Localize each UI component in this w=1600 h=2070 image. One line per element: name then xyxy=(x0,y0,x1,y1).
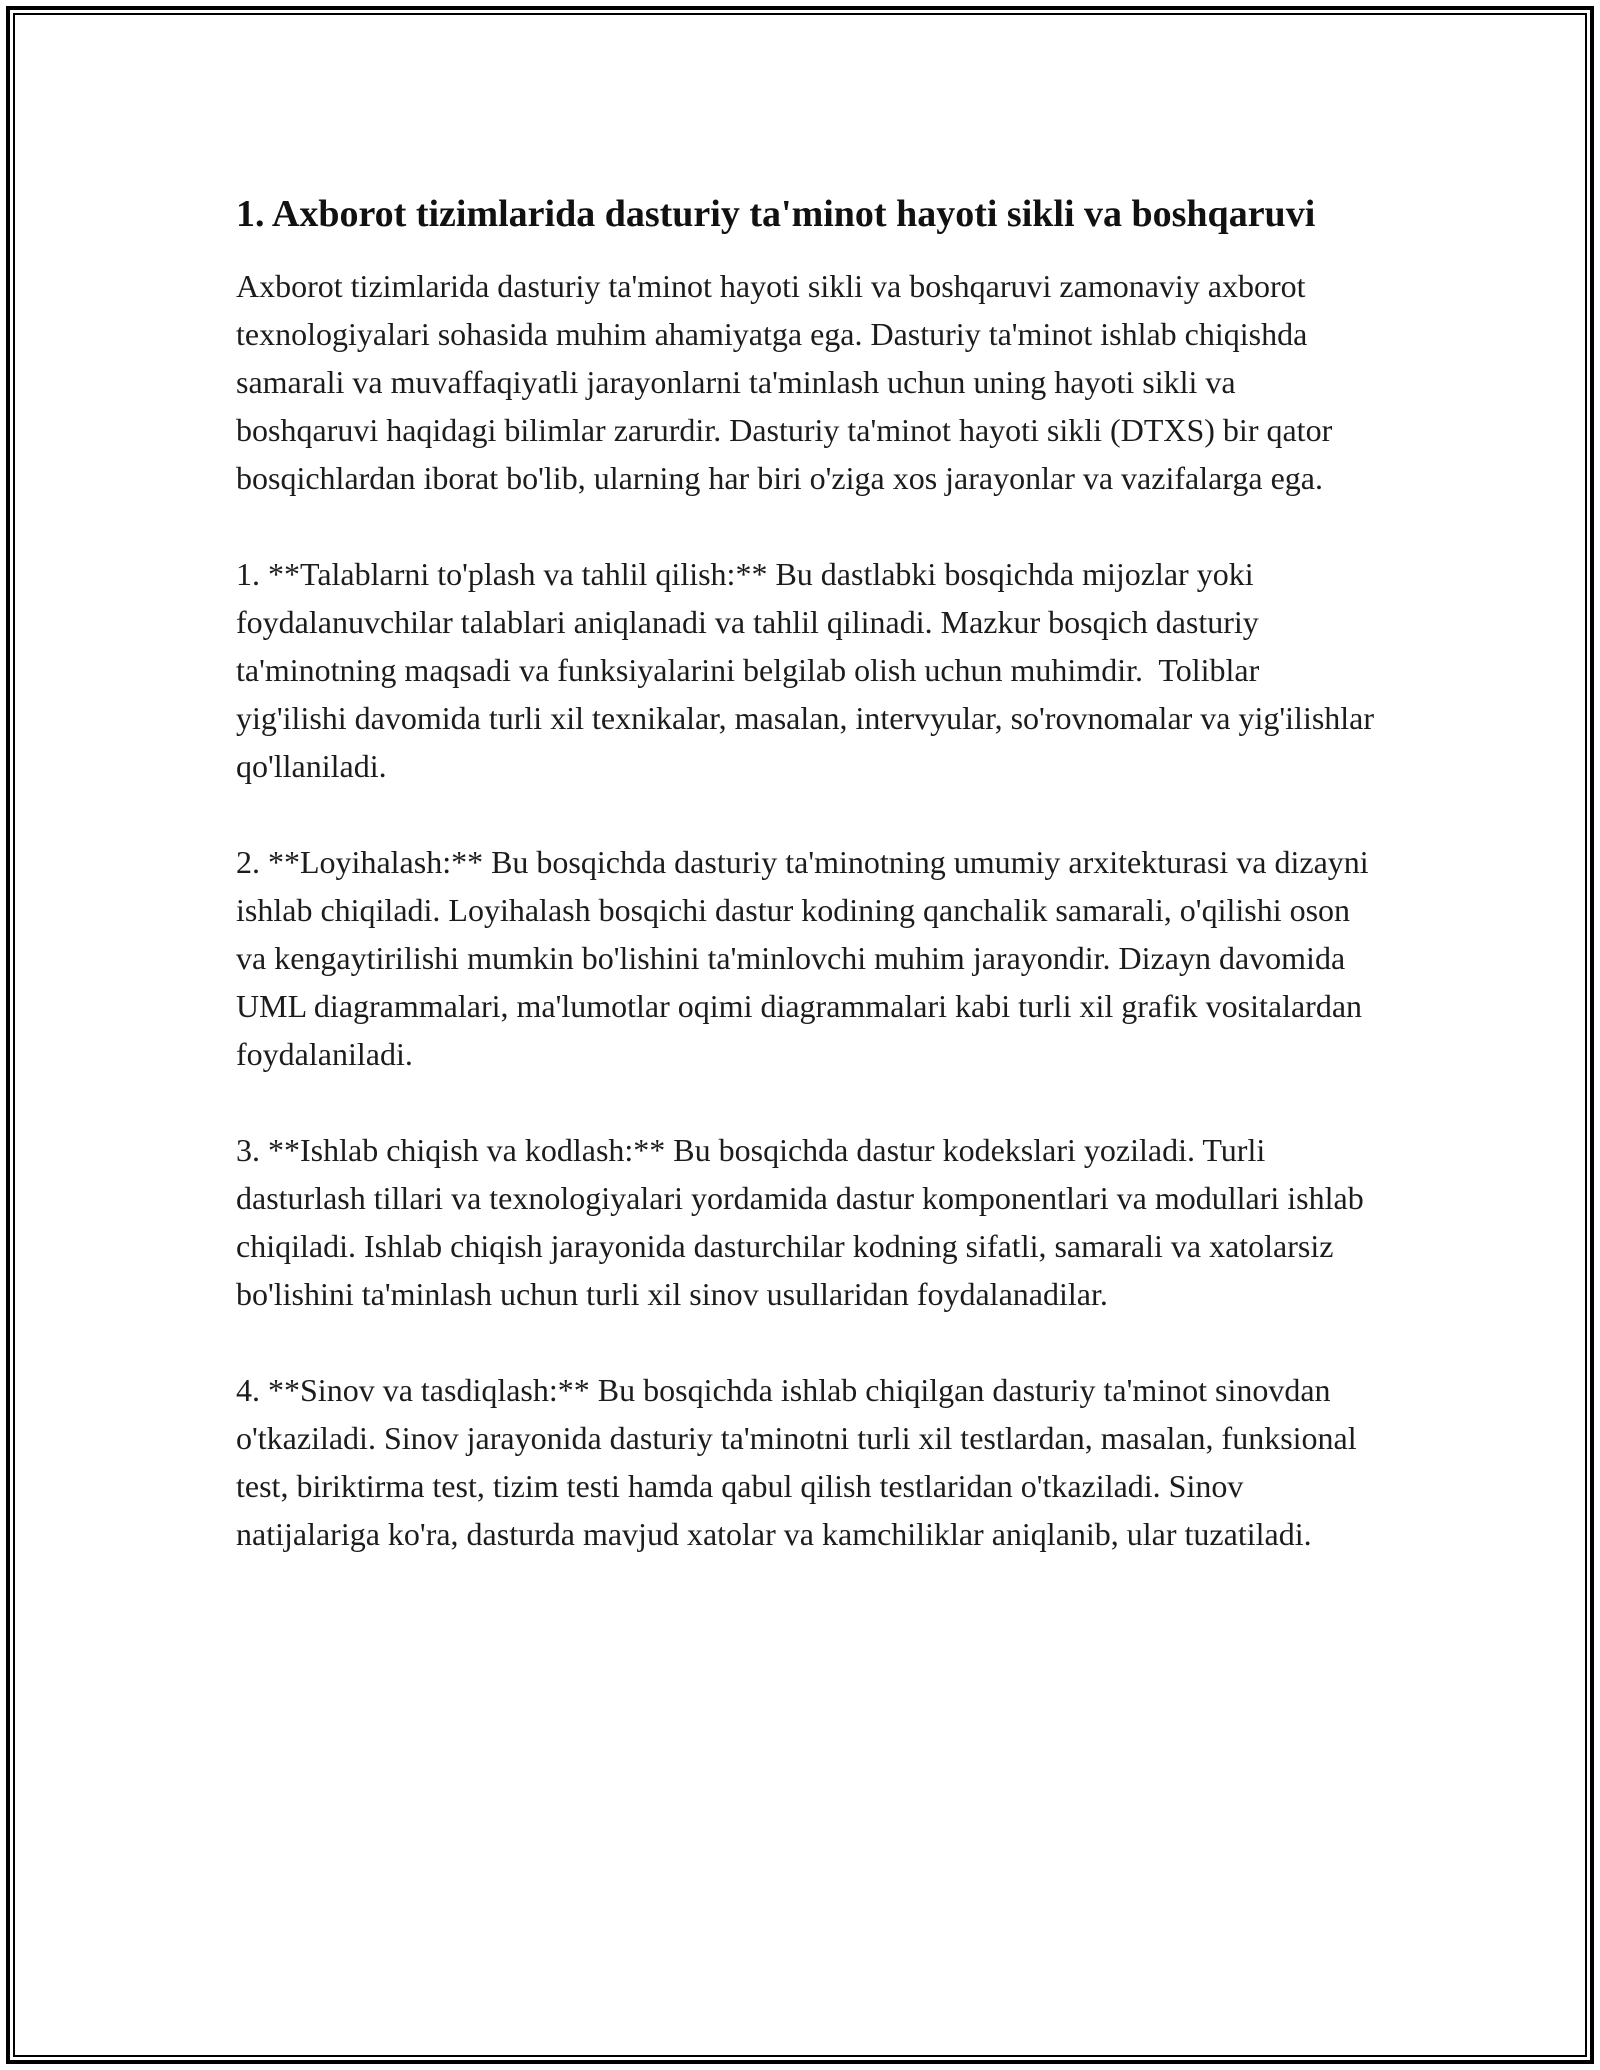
list-item-testing: 4. **Sinov va tasdiqlash:** Bu bosqichda ishlab chiqilgan dasturiy ta'minot sinovdan o'tkaziladi. Sinov jarayonida dasturiy ta'minotni turli xil testlardan, masalan, funksional test, biriktirma test, tizim testi hamda qabul qilish testlaridan o'tkaziladi. Sinov natijalariga ko'ra, dasturda mavjud xatolar va kamchiliklar aniqlanib, ular tuzatiladi. xyxy=(236,1372,1365,1552)
list-item-requirements: 1. **Talablarni to'plash va tahlil qilish:** Bu dastlabki bosqichda mijozlar yoki foydalanuvchilar talablari aniqlanadi va tahlil qilinadi. Mazkur bosqich dasturiy ta'minotning maqsadi va funksiyalarini belgilab olish uchun muhimdir. Toliblar yig'ilishi davomida turli xil texnikalar, masalan, intervyular, so'rovnomalar va yig'ilishlar qo'llaniladi. xyxy=(236,556,1383,784)
list-item-design: 2. **Loyihalash:** Bu bosqichda dasturiy ta'minotning umumiy arxitekturasi va dizayni ishlab chiqiladi. Loyihalash bosqichi dastur kodining qanchalik samarali, o'qilishi oson va kengaytirilishi mumkin bo'lishini ta'minlovchi muhim jarayondir. Dizayn davomida UML diagrammalari, ma'lumotlar oqimi diagrammalari kabi turli xil grafik vositalardan foydalaniladi. xyxy=(236,844,1377,1072)
list-item-development: 3. **Ishlab chiqish va kodlash:** Bu bosqichda dastur kodekslari yoziladi. Turli dasturlash tillari va texnologiyalari yordamida dastur komponentlari va modullari ishlab chiqiladi. Ishlab chiqish jarayonida dasturchilar kodning sifatli, samarali va xatolarsiz bo'lishini ta'minlash uchun turli xil sinov usullaridan foydalanadilar. xyxy=(236,1132,1372,1312)
document-body xyxy=(236,186,1383,1606)
section-heading: 1. Axborot tizimlarida dasturiy ta'minot hayoti sikli va boshqaruvi xyxy=(236,193,1316,235)
intro-paragraph: Axborot tizimlarida dasturiy ta'minot hayoti sikli va boshqaruvi zamonaviy axborot texnologiyalari sohasida muhim ahamiyatga ega. Dasturiy ta'minot ishlab chiqishda samarali va muvaffaqiyatli jarayonlarni ta'minlash uchun uning hayoti sikli va boshqaruvi haqidagi bilimlar zarurdir. Dasturiy ta'minot hayoti sikli (DTXS) bir qator bosqichlardan iborat bo'lib, ularning har biri o'ziga xos jarayonlar va vazifalarga ega. xyxy=(236,268,1341,496)
